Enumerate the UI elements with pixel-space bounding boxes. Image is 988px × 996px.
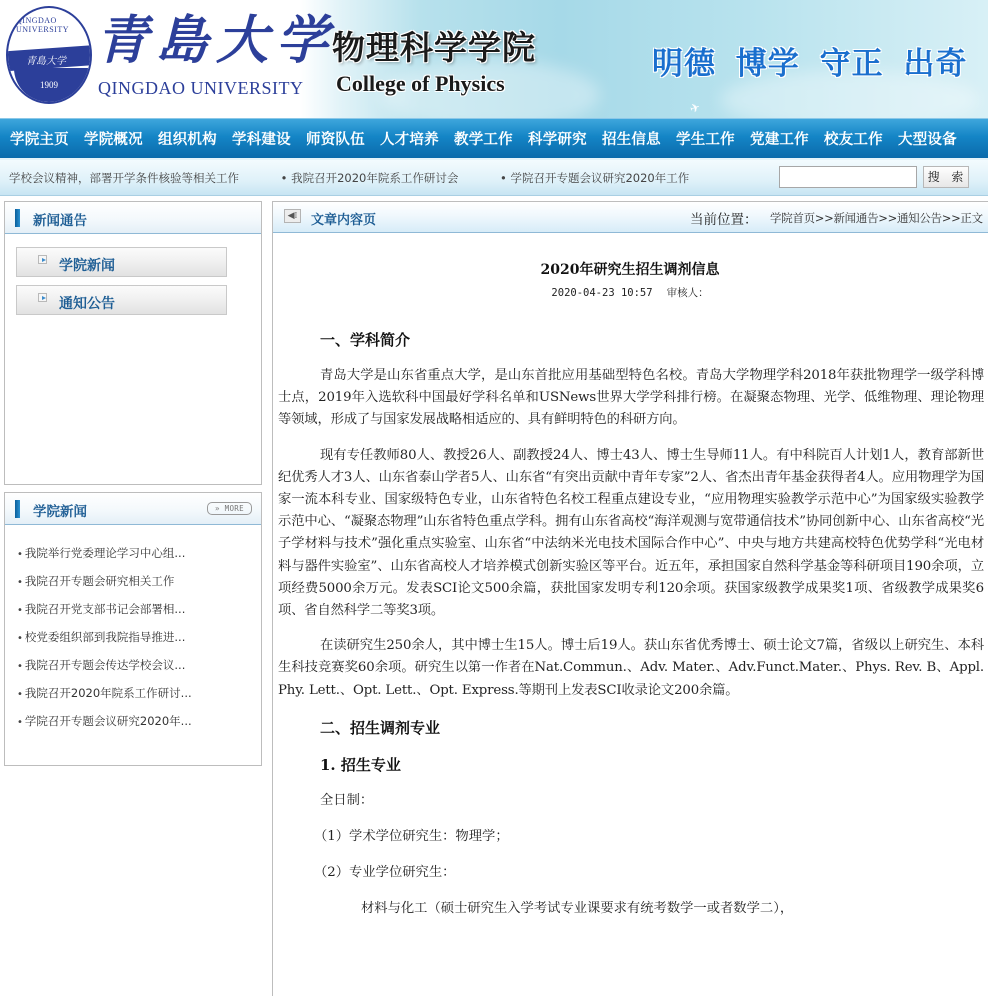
news-list-item[interactable]: • 我院召开专题会传达学校会议... (17, 651, 261, 679)
news-list (5, 525, 261, 735)
news-list-item[interactable]: • 我院召开专题会研究相关工作 (17, 567, 261, 595)
nav-item-organization[interactable]: 组织机构 (158, 132, 217, 148)
news-list-item[interactable]: • 我院召开2020年院系工作研讨... (17, 679, 261, 707)
nav-item-faculty[interactable]: 师资队伍 (306, 132, 365, 148)
university-seal-logo[interactable] (6, 6, 92, 104)
article-paragraph: 现有专任教师80人、教授26人、副教授24人、博士43人、博士生导师11人。有中科院百人计划1人，教育部新世纪优秀人才3人、山东省泰山学者5人、山东省“有突出贡献中青年专家”2人、省杰出青年基金获得者4人。应用物理学为国家一流本科专业、国家级特色专业，山东省特色名校工程重点建设专业，“应用物理实验教学示范中心”为国家级实验教学示范中心、“凝聚态物理”山东省特色重点学科。拥有山东省高校“海洋观测与宽带通信技术”协同创新中心、山东省高校“光子学材料与技术”强化重点实验室、山东省“中法纳米光电技术国际合作中心”、中央与地方共建高校特色优势学科“光电材料与器件实验室”、山东省高校人才培养模式创新实验区等平台。近五年，承担国家自然科学基金等科研项目190余项，立项经费5000余万元。发表SCI论文500余篇，获批国家发明专利120余项。获国家级教学成果奖1项、省级教学成果奖6项、省自然科学二等奖3项。 (278, 447, 984, 619)
reviewer-label: 审核人： (666, 287, 709, 299)
news-list-item[interactable]: • 我院召开党支部书记会部署相... (17, 595, 261, 623)
seal-ring-text: QINGDAO UNIVERSITY (16, 16, 69, 34)
article-section-title: 文章内容页 (311, 213, 377, 228)
news-list-item[interactable]: • 校党委组织部到我院指导推进... (17, 623, 261, 651)
article-body (278, 326, 984, 920)
article-heading (278, 260, 982, 300)
sidebar-item-notices[interactable] (16, 285, 227, 315)
location-label: 当前位置： (690, 212, 758, 228)
panel-title-bar-icon (15, 209, 20, 227)
nav-item-student-affairs[interactable]: 学生工作 (676, 132, 735, 148)
search-input[interactable] (779, 166, 917, 188)
nav-item-equipment[interactable]: 大型设备 (898, 132, 957, 148)
section-heading: 二、招生调剂专业 (320, 718, 441, 737)
sidebar-item-label: 学院新闻 (59, 258, 115, 274)
article-meta (278, 285, 982, 300)
article-paragraph: 青岛大学是山东省重点大学，是山东首批应用基础型特色名校。青岛大学物理学科2018年获批物理学一级学科博士点，2019年入选软科中国最好学科名单和USNews世界大学学科排行榜。在凝聚态物理、光学、低维物理、理论物理等领域，形成了与国家发展战略相适应的、具有鲜明特色的科研方向。 (278, 368, 984, 428)
more-button[interactable]: » MORE (207, 502, 252, 515)
panel-header (5, 493, 261, 525)
article-header-bar (273, 202, 988, 233)
article-paragraph: 在读研究生250余人，其中博士生15人。博士后19人。获山东省优秀博士、硕士论文7篇，省级以上研究生、本科生科技竞赛奖60余项。研究生以第一作者在Nat.Commun.、Adv. Mater.、Adv.Funct.Mater.、Phys. Rev. B、Appl. Phy. Lett.、Opt. Lett.、Opt. Express.等期刊上发表SCI收录论文200余篇。 (278, 638, 984, 698)
arrow-right-icon (38, 293, 47, 302)
article-line: （1）学术学位研究生：物理学； (314, 828, 509, 844)
article-line: 全日制： (320, 792, 374, 808)
sidebar-news-panel (4, 492, 262, 766)
college-name-en: College of Physics (336, 71, 505, 96)
nav-item-talent[interactable]: 人才培养 (380, 132, 439, 148)
breadcrumb[interactable]: 学院首页>>新闻通告>>通知公告>>正文 (770, 211, 983, 225)
article-title: 2020年研究生招生调剂信息 (540, 262, 720, 278)
nav-item-alumni[interactable]: 校友工作 (824, 132, 883, 148)
nav-item-overview[interactable]: 学院概况 (84, 132, 143, 148)
news-list-item[interactable]: • 我院举行党委理论学习中心组... (17, 539, 261, 567)
article-date: 2020-04-23 10:57 (551, 287, 653, 299)
university-name-cn: 青島大学 (96, 13, 337, 70)
subsection-heading: 1. 招生专业 (320, 755, 401, 774)
nav-item-teaching[interactable]: 教学工作 (454, 132, 513, 148)
sidebar-item-college-news[interactable] (16, 247, 227, 277)
sidebar-notice-panel (4, 201, 262, 485)
panel-header (5, 202, 261, 234)
ticker-link[interactable]: • 我院召开2020年院系工作研讨会 (280, 171, 459, 185)
ticker-items (9, 170, 727, 186)
news-list-item[interactable]: • 学院召开专题会议研究2020年... (17, 707, 261, 735)
seal-mini-text: 青島大学 (26, 56, 66, 67)
university-motto: 明德 博学 守正 出奇 (652, 46, 968, 82)
sidebar-item-label: 通知公告 (59, 296, 115, 312)
nav-item-party[interactable]: 党建工作 (750, 132, 809, 148)
speaker-icon: ◀⁞ (284, 209, 301, 223)
university-name-en: QINGDAO UNIVERSITY (98, 78, 304, 98)
search-button[interactable]: 搜 索 (923, 166, 969, 188)
panel-title: 学院新闻 (33, 504, 87, 520)
section-heading: 一、学科简介 (320, 331, 411, 349)
article-line: （2）专业学位研究生： (314, 864, 456, 880)
site-banner (0, 0, 988, 118)
nav-item-admissions[interactable]: 招生信息 (602, 132, 661, 148)
nav-item-research[interactable]: 科学研究 (528, 132, 587, 148)
panel-title-bar-icon (15, 500, 20, 518)
airplane-icon: ✈ (687, 99, 703, 117)
college-name-cn: 物理科学学院 (332, 28, 536, 67)
arrow-right-icon (38, 255, 47, 264)
main-nav (0, 118, 988, 160)
ticker-link[interactable]: • 学院召开专题会议研究2020年工作 (500, 171, 690, 185)
nav-item-home[interactable]: 学院主页 (10, 132, 69, 148)
ticker-link[interactable]: 学校会议精神，部署开学条件核验等相关工作 (9, 171, 239, 185)
article-line: 材料与化工（硕士研究生入学考试专业课要求有统考数学一或者数学二）， (361, 900, 794, 916)
nav-item-discipline[interactable]: 学科建设 (232, 132, 291, 148)
panel-title: 新闻通告 (33, 213, 87, 229)
seal-year: 1909 (40, 80, 58, 90)
